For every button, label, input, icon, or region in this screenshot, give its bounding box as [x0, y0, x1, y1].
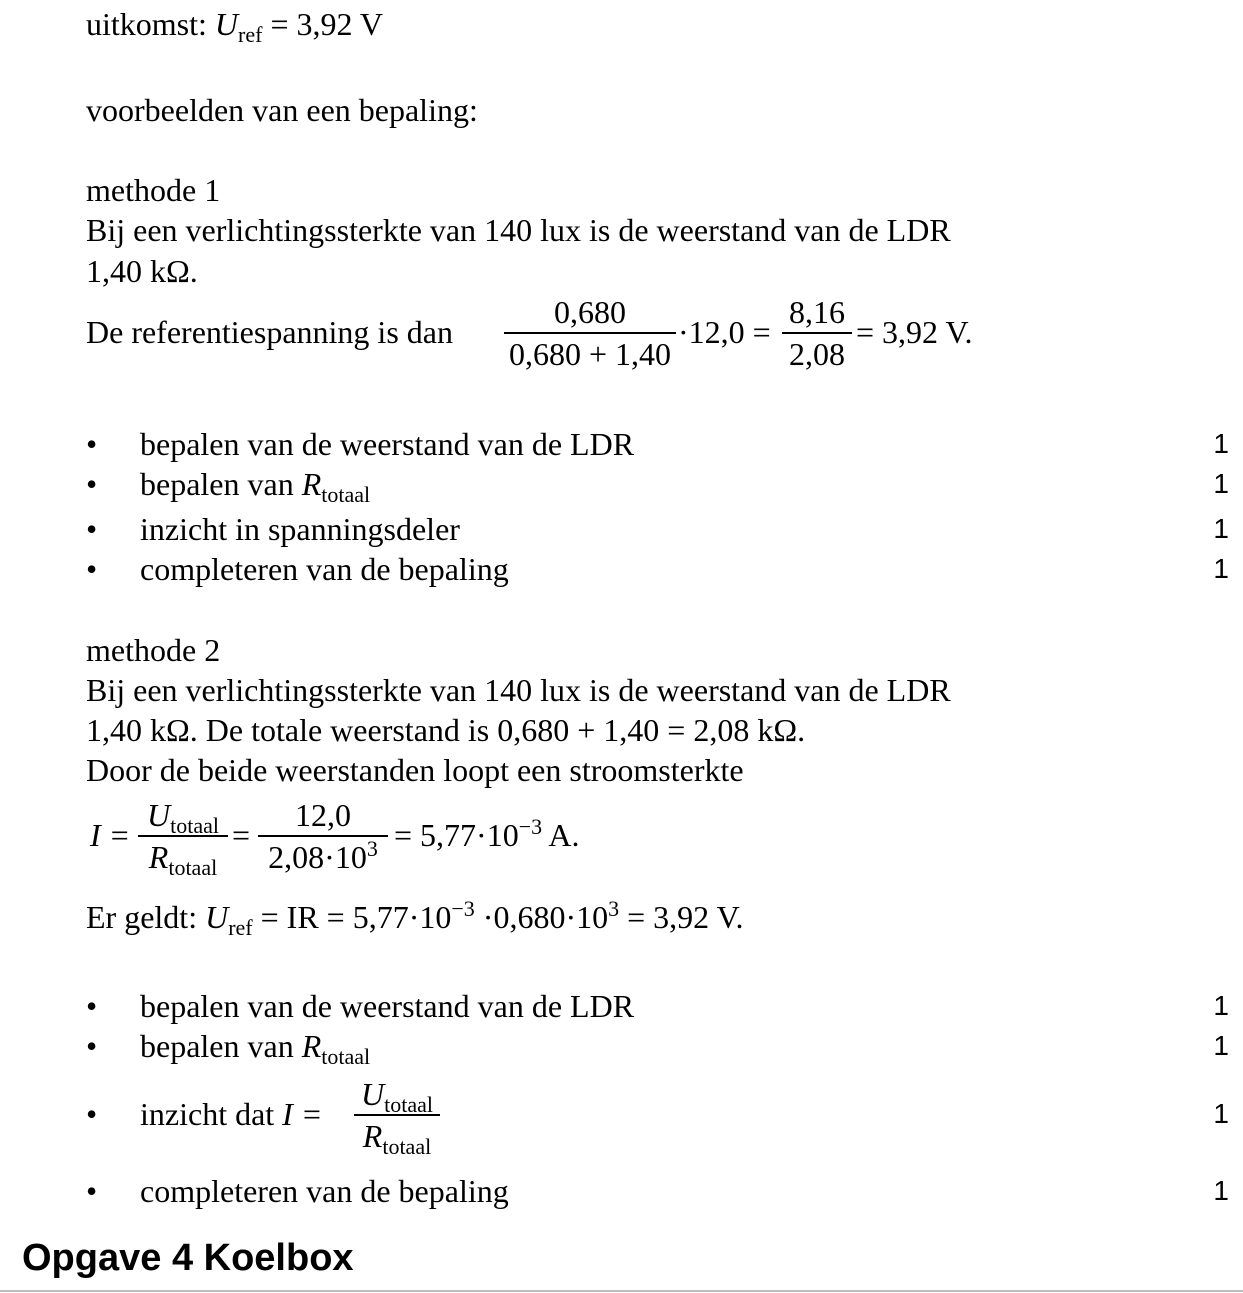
num-var: U: [147, 797, 171, 833]
item-var: R: [301, 466, 322, 502]
scoring-item: completeren van de bepaling: [140, 551, 509, 587]
fraction-numerator: [354, 1074, 440, 1117]
er-exp2: 3: [608, 896, 620, 921]
num-sub: totaal: [384, 1092, 433, 1117]
eq-result: [394, 815, 579, 855]
er-var: U: [205, 899, 229, 935]
er-part-a: = IR = 5,77·10: [252, 899, 452, 935]
den-base: 2,08·10: [268, 839, 367, 875]
fraction-numerator: 8,16: [789, 294, 845, 330]
er-part-c: = 3,92 V.: [619, 899, 744, 935]
res-base: = 5,77·10: [394, 817, 519, 853]
eq-var: I =: [90, 817, 131, 853]
item-sub: totaal: [321, 1044, 371, 1069]
scoring-item: [140, 464, 371, 507]
bullet: •: [86, 988, 98, 1024]
eq-fraction-u-over-r: [138, 795, 228, 880]
scoring-item: completeren van de bepaling: [140, 1173, 509, 1209]
method1-line1: Bij een verlichtingssterkte van 140 lux is de weerstand van de LDR: [86, 212, 951, 248]
bullet: •: [86, 551, 98, 587]
num-sub: totaal: [170, 813, 219, 838]
score-point: 1: [1213, 468, 1229, 499]
den-sub: totaal: [168, 855, 218, 880]
er-geldt-line: [86, 896, 744, 940]
item-fraction-u-over-r: [354, 1074, 440, 1159]
scoring-item: [140, 1094, 322, 1134]
item-text: bepalen van: [140, 1028, 302, 1064]
fraction-numerator: [138, 795, 228, 838]
scoring-item: inzicht in spanningsdeler: [140, 511, 460, 547]
method1-title: methode 1: [86, 172, 221, 208]
fraction-numerator: 12,0: [295, 797, 351, 833]
bullet: •: [86, 511, 98, 547]
res-unit: A.: [542, 817, 580, 853]
fraction-numerator: 0,680: [554, 294, 626, 330]
score-point: 1: [1213, 553, 1229, 584]
bullet: •: [86, 1096, 98, 1132]
bottom-divider: [0, 1290, 1243, 1292]
den-var: R: [362, 1118, 383, 1154]
bullet: •: [86, 466, 98, 502]
section-heading: Opgave 4 Koelbox: [22, 1237, 354, 1279]
score-point: 1: [1213, 1030, 1229, 1061]
method1-fraction-1: [504, 292, 676, 374]
item-var: R: [301, 1028, 322, 1064]
method1-formula-prefix: De referentiespanning is dan: [86, 314, 453, 350]
score-point: 1: [1213, 513, 1229, 544]
den-sub: totaal: [382, 1134, 432, 1159]
score-point: 1: [1213, 990, 1229, 1021]
fraction-denominator: 0,680 + 1,40: [508, 336, 672, 372]
num-var: U: [361, 1076, 385, 1112]
outcome-var: U: [214, 6, 239, 42]
method2-line1: Bij een verlichtingssterkte van 140 lux is de weerstand van de LDR: [86, 672, 951, 708]
eq-equals: =: [232, 817, 251, 853]
fraction-denominator: [138, 837, 228, 880]
er-part-b: ·0,680·10: [474, 899, 609, 935]
fraction-denominator: [354, 1116, 440, 1159]
item-text: bepalen van: [140, 466, 302, 502]
res-exp: −3: [518, 814, 543, 839]
item-text: inzicht dat: [140, 1096, 283, 1132]
method2-title: methode 2: [86, 632, 221, 668]
score-point: 1: [1213, 428, 1229, 459]
score-point: 1: [1213, 1098, 1229, 1129]
fraction-denominator: [258, 837, 388, 877]
method2-line2: 1,40 kΩ. De totale weerstand is 0,680 + 1,40 = 2,08 kΩ.: [86, 712, 806, 748]
bullet: •: [86, 1173, 98, 1209]
method1-line2: 1,40 kΩ.: [86, 253, 198, 289]
den-exp: 3: [366, 836, 378, 861]
item-sub: totaal: [321, 482, 371, 507]
outcome-label: uitkomst:: [86, 6, 215, 42]
er-exp1: −3: [451, 896, 475, 921]
method1-multiplier: ·12,0 =: [678, 314, 771, 350]
bullet: •: [86, 1028, 98, 1064]
er-sub: ref: [228, 915, 253, 940]
method2-line3: Door de beide weerstanden loopt een stroomsterkte: [86, 752, 744, 788]
item-var: I =: [282, 1096, 323, 1132]
eq-fraction-values: [258, 795, 388, 877]
eq-current-lhs: [90, 815, 130, 855]
intro-text: voorbeelden van een bepaling:: [86, 92, 478, 128]
scoring-item: bepalen van de weerstand van de LDR: [140, 988, 635, 1024]
score-point: 1: [1213, 1175, 1229, 1206]
bullet: •: [86, 426, 98, 462]
er-label: Er geldt:: [86, 899, 206, 935]
den-var: R: [148, 839, 169, 875]
scoring-item: bepalen van de weerstand van de LDR: [140, 426, 635, 462]
outcome-sub: ref: [238, 22, 263, 47]
method1-result: = 3,92 V.: [856, 314, 973, 350]
outcome-line: [86, 4, 384, 47]
scoring-item: [140, 1026, 371, 1069]
method1-fraction-2: [782, 292, 852, 374]
outcome-value: = 3,92 V: [262, 6, 384, 42]
fraction-denominator: 2,08: [789, 336, 845, 372]
